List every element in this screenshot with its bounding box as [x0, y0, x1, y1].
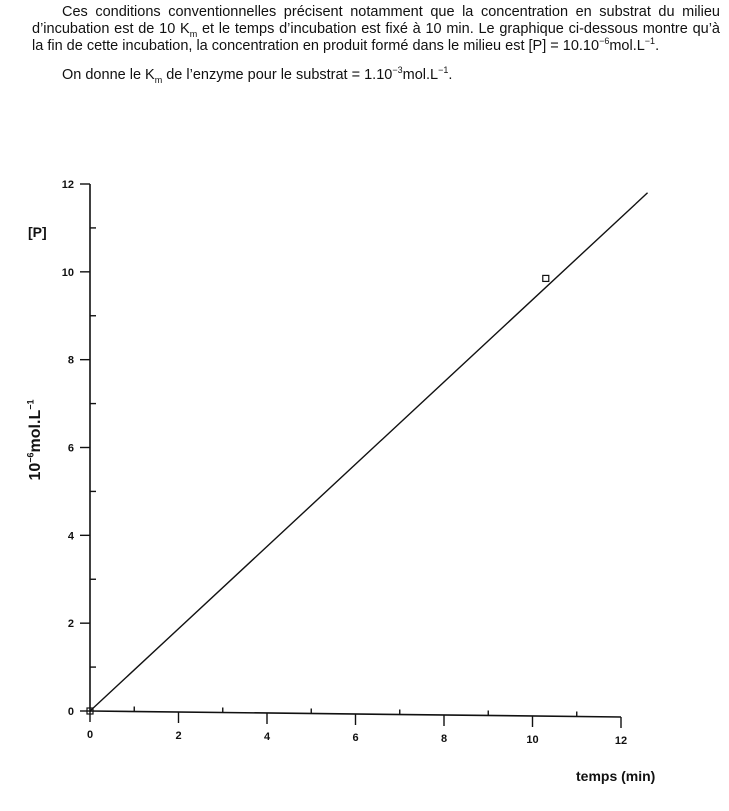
x-axis-title: temps (min)	[576, 768, 656, 784]
y-axis-unit: $10^{-6}mol.L^{-1}$	[25, 399, 44, 481]
intro-paragraph-1: Ces conditions conventionnelles précisent notamment que la concentration en substrat du milieu d’incubation est de 10 $K_m$ et le temps d’incubation est fixé à 10 min. Le graphique ci-dessous montre qu’à la fin de cette incubation, la concentration en produit formé dans le milieu est $[P] = 10.10^{-6}mol.L^{-1}$.	[32, 4, 720, 54]
x-tick-label: 4	[263, 731, 271, 743]
y-tick-label: 2	[67, 618, 74, 631]
y-tick-label: 12	[61, 179, 74, 191]
intro-paragraph-2: On donne le $K_m$ de l’enzyme pour le substrat = $1.10^{-3}mol.L^{-1}$.	[62, 65, 453, 85]
y-tick-label: 6	[67, 442, 74, 455]
y-tick-label: 0	[67, 706, 74, 718]
x-tick-label: 12	[614, 735, 628, 747]
x-tick-label: 6	[352, 732, 359, 744]
y-axis-title: [P]	[28, 224, 47, 240]
x-tick-label: 2	[175, 730, 182, 742]
x-tick-label: 10	[526, 734, 539, 746]
x-tick-label: 8	[440, 733, 448, 745]
y-tick-label: 10	[61, 266, 74, 279]
x-tick-label: 0	[86, 729, 94, 741]
y-tick-label: 8	[67, 354, 74, 367]
y-tick-label: 4	[67, 530, 74, 543]
series-line	[90, 193, 648, 711]
data-point	[543, 275, 549, 281]
